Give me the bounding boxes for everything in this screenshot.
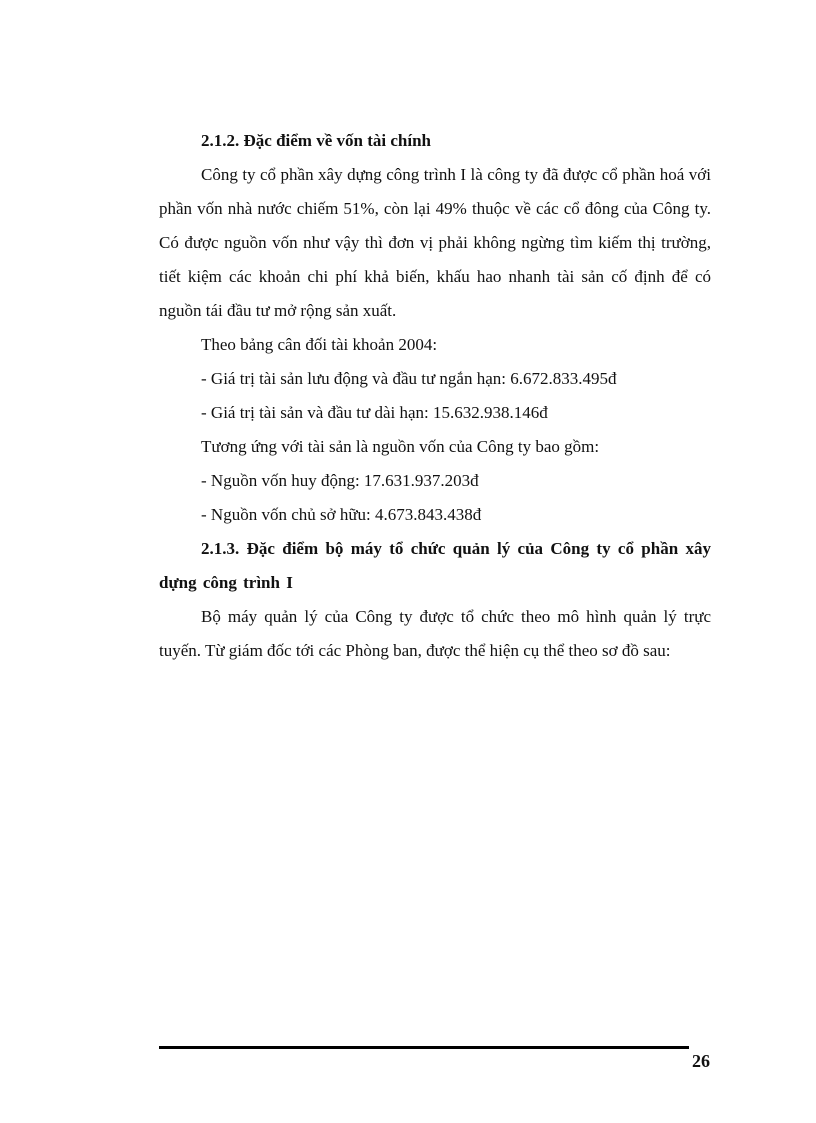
organization-paragraph: Bộ máy quản lý của Công ty được tổ chức theo mô hình quản lý trực tuyến. Từ giám đốc tới các Phòng ban, được thể hiện cụ thể theo sơ đồ sau:: [159, 607, 711, 660]
page-number: 26: [692, 1051, 710, 1071]
page-content: [159, 124, 711, 668]
capital-paragraph: Công ty cổ phần xây dựng công trình I là công ty đã được cổ phần hoá với phần vốn nhà nước chiếm 51%, còn lại 49% thuộc về các cổ đông của Công ty. Có được nguồn vốn như vậy thì đơn vị phải không ngừng tìm kiếm thị trường, tiết kiệm các khoản chi phí khả biến, khấu hao nhanh tài sản cố định để có nguồn tái đầu tư mở rộng sản xuất.: [159, 165, 711, 320]
balance-intro: Theo bảng cân đối tài khoản 2004:: [201, 335, 438, 354]
section-heading-2-1-2: 2.1.2. Đặc điểm về vốn tài chính: [201, 131, 431, 150]
asset-item: - Giá trị tài sản lưu động và đầu tư ngắn hạn: 6.672.833.495đ: [201, 369, 617, 388]
capital-intro: Tương ứng với tài sản là nguồn vốn của Công ty bao gồm:: [201, 437, 600, 456]
capital-item: - Nguồn vốn chủ sở hữu: 4.673.843.438đ: [201, 505, 482, 524]
capital-item: - Nguồn vốn huy động: 17.631.937.203đ: [201, 471, 479, 490]
footer-rule: [159, 1046, 689, 1049]
asset-item: - Giá trị tài sản và đầu tư dài hạn: 15.632.938.146đ: [201, 403, 548, 422]
section-heading-2-1-3: 2.1.3. Đặc điểm bộ máy tổ chức quản lý của Công ty cổ phần xây dựng công trình I: [159, 539, 711, 592]
